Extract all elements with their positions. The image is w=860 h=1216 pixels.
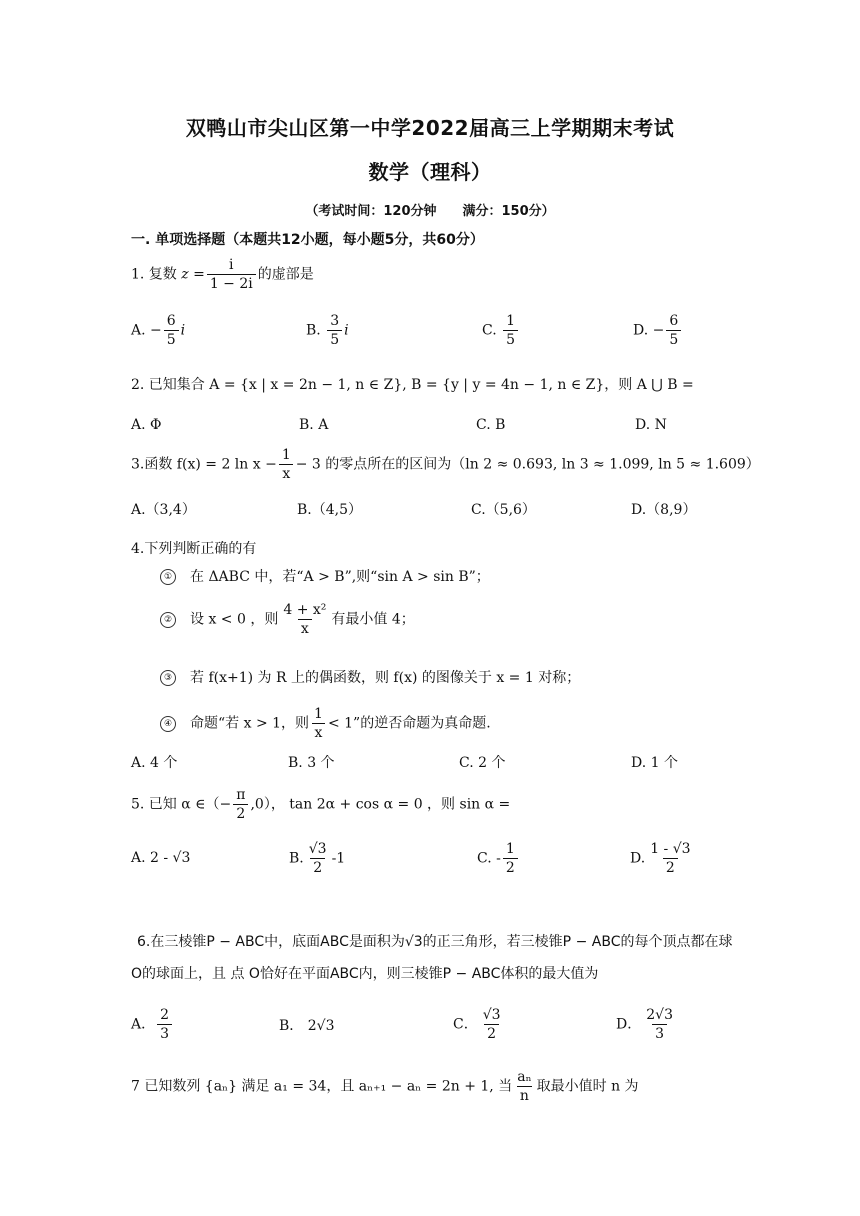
q7-suffix: 取最小值时 n 为 — [536, 1078, 639, 1095]
q1-a-den: 5 — [164, 330, 179, 349]
q1-d-num: 6 — [669, 313, 679, 329]
q5-frac-den: 2 — [233, 804, 248, 823]
q4-item-4-num: 1 — [314, 706, 323, 722]
q5-d-frac — [647, 840, 693, 877]
q4-option-d: D. 1 个 — [631, 755, 678, 771]
q5-c-frac — [503, 840, 518, 877]
question-4: 4.下列判断正确的有 — [131, 541, 257, 557]
q1-d-sign: − — [652, 322, 665, 339]
q5-option-b — [289, 840, 345, 877]
q4-item-4-fraction — [311, 705, 326, 742]
q6-option-c — [453, 1006, 506, 1043]
q1-c-frac — [503, 312, 518, 349]
q1-b-label: B. — [306, 322, 321, 339]
q5-c-num: 1 — [505, 841, 515, 857]
q1-frac-num: i — [229, 257, 234, 273]
q4-item-2-den: x — [298, 619, 312, 638]
q6-option-d — [616, 1006, 678, 1043]
q5-fraction — [233, 786, 248, 823]
q7-frac-den: n — [517, 1086, 532, 1105]
q4-item-4-suffix: < 1”的逆否命题为真命题. — [327, 715, 491, 732]
q5-b-tail: -1 — [331, 850, 346, 867]
q6-c-num: √3 — [482, 1007, 501, 1023]
q4-item-2-suffix: 有最小值 4； — [331, 611, 415, 628]
exam-title: 双鸭山市尖山区第一中学2022届高三上学期期末考试 — [185, 116, 675, 140]
q4-item-3-mark: ③ — [160, 670, 176, 686]
q1-suffix: 的虚部是 — [257, 266, 314, 283]
q1-expr: z = — [181, 266, 205, 283]
q1-option-d — [633, 312, 683, 349]
q5-b-label: B. — [289, 850, 304, 867]
q4-item-2-num: 4 + x² — [283, 602, 327, 618]
q1-b-den: 5 — [327, 330, 342, 349]
q6-a-label: A． — [131, 1016, 156, 1033]
exam-subtitle: 数学（理科） — [368, 160, 492, 184]
q5-option-a: A. 2 - √3 — [131, 850, 191, 866]
q4-item-4-prefix: 命题“若 x > 1，则 — [190, 715, 310, 732]
q4-item-2-fraction — [280, 601, 329, 638]
q5-b-num: √3 — [308, 841, 327, 857]
q5-suffix: ,0）， tan 2α + cos α = 0 ，则 sin α = — [250, 796, 511, 813]
q2-option-d: D. N — [635, 417, 667, 433]
q5-b-den: 2 — [310, 858, 325, 877]
q6-d-num: 2√3 — [646, 1007, 673, 1023]
q6-d-label: D． — [616, 1016, 642, 1033]
section-heading: 一. 单项选择题（本题共12小题，每小题5分，共60分） — [131, 232, 484, 248]
q2-option-b: B. A — [299, 417, 329, 433]
q4-item-3-text: 若 f(x+1) 为 R 上的偶函数，则 f(x) 的图像关于 x = 1 对称； — [190, 670, 581, 686]
q3-frac-num: 1 — [281, 447, 291, 463]
q3-option-b: B.（4,5） — [297, 502, 363, 518]
q4-item-2 — [160, 601, 415, 638]
q4-item-1-text: 在 ΔABC 中，若“A > B”,则“sin A > sin B”； — [190, 569, 490, 585]
q6-option-a — [131, 1006, 174, 1043]
q3-option-a: A.（3,4） — [131, 502, 196, 518]
question-5 — [131, 786, 510, 823]
q4-item-2-mark: ② — [160, 612, 176, 628]
exam-info: （考试时间：120分钟 满分：150分） — [305, 204, 555, 219]
q3-suffix: − 3 的零点所在的区间为（ln 2 ≈ 0.693, ln 3 ≈ 1.099, ln 5 ≈ 1.609） — [295, 456, 760, 473]
q4-item-4 — [160, 705, 491, 742]
q1-b-frac — [327, 312, 342, 349]
q4-item-3 — [160, 670, 580, 687]
q4-option-a: A. 4 个 — [131, 755, 178, 771]
q6-c-label: C． — [453, 1016, 478, 1033]
q4-option-b: B. 3 个 — [288, 755, 335, 771]
q1-c-label: C. — [482, 322, 497, 339]
question-7 — [131, 1068, 639, 1105]
question-3 — [131, 446, 760, 483]
q6-a-frac — [157, 1006, 172, 1043]
q5-d-den: 2 — [663, 858, 678, 877]
q2-option-c: C. B — [476, 417, 506, 433]
q5-d-num: 1 - √3 — [650, 841, 691, 857]
q3-prefix: 3.函数 f(x) = 2 ln x − — [131, 456, 277, 473]
q6-c-frac — [480, 1006, 504, 1043]
q6-option-b: B． 2√3 — [279, 1018, 335, 1034]
q4-option-c: C. 2 个 — [459, 755, 506, 771]
q7-prefix: 7 已知数列 {aₙ} 满足 a₁ = 34，且 aₙ₊₁ − aₙ = 2n + 1, 当 — [131, 1078, 513, 1095]
q4-item-1-mark: ① — [160, 569, 176, 585]
q6-c-den: 2 — [484, 1024, 499, 1043]
q3-frac-den: x — [279, 464, 293, 483]
q1-b-num: 3 — [330, 313, 340, 329]
q5-option-c — [477, 840, 520, 877]
q1-a-sign: − — [150, 322, 162, 339]
question-6-line-1: 6.在三棱锥P − ABC中，底面ABC是面积为√3的正三角形，若三棱锥P − ABC的每个顶点都在球 — [137, 934, 733, 950]
q5-frac-num: π — [236, 787, 246, 803]
q1-a-label: A. — [131, 322, 146, 339]
q4-item-2-prefix: 设 x < 0 ，则 — [190, 611, 279, 628]
q1-option-b — [306, 312, 349, 349]
q1-a-frac — [164, 312, 179, 349]
q6-a-den: 3 — [157, 1024, 172, 1043]
q6-a-num: 2 — [160, 1007, 170, 1023]
q2-option-a: A. Φ — [131, 417, 162, 433]
q3-fraction — [279, 446, 294, 483]
question-6-line-2: O的球面上，且 点 O恰好在平面ABC内，则三棱锥P − ABC体积的最大值为 — [131, 966, 599, 982]
q5-prefix: 5. 已知 α ∈（− — [131, 796, 232, 813]
question-1 — [131, 256, 314, 293]
q1-a-num: 6 — [166, 313, 176, 329]
q4-item-1 — [160, 569, 490, 586]
q1-option-c — [482, 312, 520, 349]
q5-c-label: C. - — [477, 850, 501, 867]
q3-option-d: D.（8,9） — [631, 502, 697, 518]
q5-d-label: D. — [630, 850, 646, 867]
q5-option-d — [630, 840, 696, 877]
question-2: 2. 已知集合 A = {x | x = 2n − 1, n ∈ Z}, B = {y | y = 4n − 1, n ∈ Z}，则 A ⋃ B = — [131, 377, 694, 393]
q3-option-c: C.（5,6） — [471, 502, 536, 518]
q4-item-4-den: x — [312, 723, 326, 742]
q7-fraction — [514, 1068, 534, 1105]
q1-c-den: 5 — [503, 330, 518, 349]
q1-prefix: 1. 复数 — [131, 266, 182, 283]
q1-b-tail: i — [344, 322, 349, 339]
q1-d-frac — [666, 312, 681, 349]
q5-b-frac — [306, 840, 330, 877]
q1-fraction — [207, 256, 256, 293]
q5-c-den: 2 — [503, 858, 518, 877]
q1-option-a — [131, 312, 185, 349]
q7-frac-num: aₙ — [517, 1069, 532, 1085]
q1-a-tail: i — [180, 322, 186, 339]
q1-d-label: D. — [633, 322, 649, 339]
q4-item-4-mark: ④ — [160, 716, 176, 732]
q1-c-num: 1 — [506, 313, 516, 329]
q1-frac-den: 1 − 2i — [207, 274, 256, 293]
q6-d-frac — [643, 1006, 676, 1043]
q6-d-den: 3 — [652, 1024, 667, 1043]
q1-d-den: 5 — [666, 330, 681, 349]
